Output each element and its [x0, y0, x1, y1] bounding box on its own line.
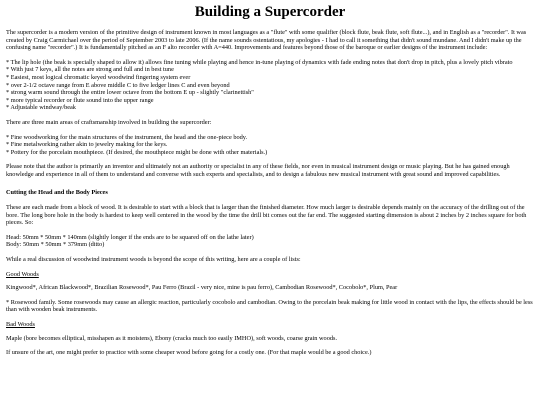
feature-item: * more typical recorder or flute sound into the upper range — [6, 96, 154, 104]
feature-item: * The lip hole (the beak is specially shaped to allow it) allows fine tuning while playing and hence in-tune playing of dynamics with fade ending notes that don't drop in pitch, plus a lovely pitch vibrato — [6, 58, 513, 66]
areas-list — [6, 134, 534, 157]
feature-item: * Easiest, most logical chromatic keyed woodwind fingering system ever — [6, 73, 191, 81]
bad-woods-list: Maple (bore becomes elliptical, misshapen as it moistens), Ebony (cracks much too easily IMHO), soft woods, coarse grain woods. — [6, 334, 338, 342]
woods-intro: While a real discussion of woodwind instrument woods is beyond the scope of this writing, here are a couple of lists: — [6, 256, 301, 264]
page-title: Building a Supercorder — [194, 4, 346, 20]
area-item: * Fine metalworking rather akin to jewelry making for the keys. — [6, 141, 168, 149]
intro-paragraph: The supercorder is a modern version of the primitive design of instrument known in most languages as a "flute" with some qualifier (block flute, beak flute, soft flute...), and in English as a "recorder". It was created by Craig Carmichael over the period of September 2003 to late 2006. (If the name sounds ostentatious, my apologies - I had to call it something that didn't sound mundane. And I didn't make up the confusing name "recorder".) It is fundamentally pitched as an F alto recorder with A=440. Improvements and features beyond those of the baroque or earlier designs of the instrument include: — [6, 29, 527, 52]
feature-item: * strong warm sound through the entire lower octave from the bottom E up - slightly "clarinettish" — [6, 89, 254, 97]
bad-woods-heading: Bad Woods — [6, 321, 35, 329]
section-heading: Cutting the Head and the Body Pieces — [6, 188, 108, 196]
good-woods-heading: Good Woods — [6, 270, 39, 278]
feature-item: * With just 7 keys, all the notes are strong and full and in best tune — [6, 66, 174, 74]
dimensions-list — [6, 234, 534, 249]
feature-item: * over 2-1/2 octave range from E above middle C to five ledger lines C and even beyond — [6, 81, 230, 89]
feature-item: * Adjustable windway/beak — [6, 104, 76, 112]
dimension-item: Body: 50mm * 50mm * 379mm (ditto) — [6, 241, 105, 249]
dimension-item: Head: 50mm * 50mm * 140mm (slightly longer if the ends are to be squared off on the lathe later) — [6, 233, 254, 241]
good-woods-list: Kingwood*, African Blackwood*, Brazilian Rosewood*, Pau Ferro (Brazil - very nice, mine is pau ferro), Cambodian Rosewood*, Cocobolo*, Plum, Pear — [6, 284, 398, 292]
area-item: * Pottery for the porcelain mouthpiece. (If desired, the mouthpiece might be done with other materials.) — [6, 148, 268, 156]
closing-paragraph: If unsure of the art, one might prefer to practice with some cheaper wood before going for a costly one. (For that maple would be a good choice.) — [6, 349, 372, 357]
features-list — [6, 59, 534, 112]
areas-intro: There are three main areas of craftsmanship involved in building the supercorder: — [6, 118, 212, 126]
area-item: * Fine woodworking for the main structures of the instrument, the head and the one-piece body. — [6, 133, 248, 141]
disclaimer-paragraph: Please note that the author is primarily an inventor and ultimately not an authority or specialist in any of these fields, nor even in musical instrument design or music playing. But he has gained enough knowledge and experience in all of them to understand and converse with such experts and specialists, and to design a fabulous new musical instrument with great sound and improved capabilities. — [6, 163, 510, 178]
rosewood-note: * Rosewood family. Some rosewoods may cause an allergic reaction, particularly cocobolo and cambodian. Owing to the porcelain beak making for little wood in contact with the lips, the effects should be less than with wooden beak instruments. — [6, 298, 533, 314]
cutting-paragraph: These are each made from a block of wood. It is desirable to start with a block that is larger than the finished diameter. How much larger is desirable depends mainly on the accuracy of the drilling out of the bore. The long bore hole in the body is hardest to keep well centered in the wood by the time the drill bit comes out the far end. The suggested starting dimension is about 2 inches by 2 inches square for both pieces. So: — [6, 204, 527, 227]
